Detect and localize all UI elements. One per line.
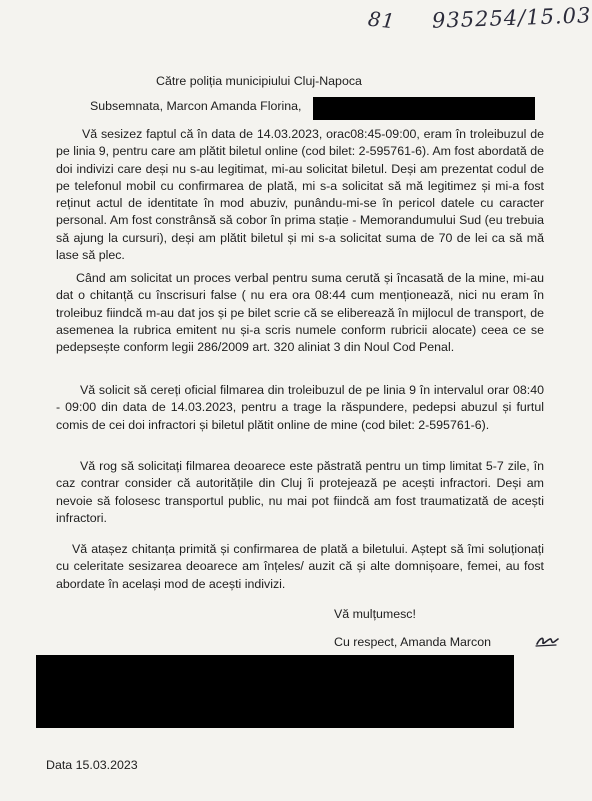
handwritten-signature xyxy=(534,630,560,650)
addressee-line: Către poliția municipiului Cluj-Napoca xyxy=(156,74,362,88)
thanks-line: Vă mulțumesc! xyxy=(334,607,416,621)
paragraph-urgency: Vă rog să solicitați filmarea deoarece este păstrată pentru un timp limitat 5-7 zile, în caz contrar consider că autoritățile din Cluj îi protejează pe acești infractori. Deși am nevoie să folosesc transportul public, nu mai pot fiindcă am fost traumatizată de acești infractori. xyxy=(56,459,544,525)
date-line: Data 15.03.2023 xyxy=(46,758,138,772)
redacted-personal-data-block xyxy=(36,655,514,728)
redacted-personal-data xyxy=(313,97,535,120)
paragraph-incident: Vă sesizez faptul că în data de 14.03.2023, orac08:45-09:00, eram în troleibuzul de pe linia 9, pentru care am plătit biletul online (cod bilet: 2-595761-6). Am fost abordată de doi indivizi care deși nu s-au legitimat, mi-au solicitat biletul. Deși am prezentat codul de pe telefonul mobil cu confirmarea de plată, mi s-a solicitat să mă legitimez și mi-a fost reținut actul de identitate în mod abuziv, punându-mi-se în pericol datele cu caracter personal. Am fost constrânsă să cobor în prima stație - Memorandumului Sud (eu trebuia să ajung la cursuri), deși am plătit biletul și mi s-a solicitat suma de 70 de lei ca să mă lase să plec. xyxy=(56,127,544,263)
registration-mark: 81 xyxy=(366,6,397,34)
paragraph-attachments: Vă atașez chitanța primită și confirmarea de plată a biletului. Aștept să îmi soluționați cu celeritate sesizarea deoarece am înțeles/ auzit că și alte domnișoare, femei, au fost abordate în același mod de acești indivizi. xyxy=(56,542,544,591)
registration-number: 935254/15.03 xyxy=(431,3,592,33)
paragraph-request-footage: Vă solicit să cereți oficial filmarea din troleibuzul de pe linia 9 în intervalul orar 08:40 - 09:00 din data de 14.03.2023, pentru a trage la răspundere, pedepsi abuzul și furtul comis de cei doi infractori și biletul plătit online de mine (cod bilet: 2-595761-6). xyxy=(56,383,544,432)
intro-line: Subsemnata, Marcon Amanda Florina, xyxy=(90,99,302,113)
closing-line: Cu respect, Amanda Marcon xyxy=(334,635,492,649)
paragraph-receipt: Când am solicitat un proces verbal pentru suma cerută și încasată de la mine, mi-au dat o chitanță cu înscrisuri false ( nu era ora 08:44 cum menționează, nici nu eram în troleibuz fiindcă m-au dat jos și pe bilet scrie că se eliberează în mijlocul de transport, de asemenea la rubrica emitent nu și-a scris numele conform rubricii alocate) ceea ce se pedepsește conform legii 286/2009 art. 320 aliniat 3 din Noul Cod Penal. xyxy=(56,271,544,355)
